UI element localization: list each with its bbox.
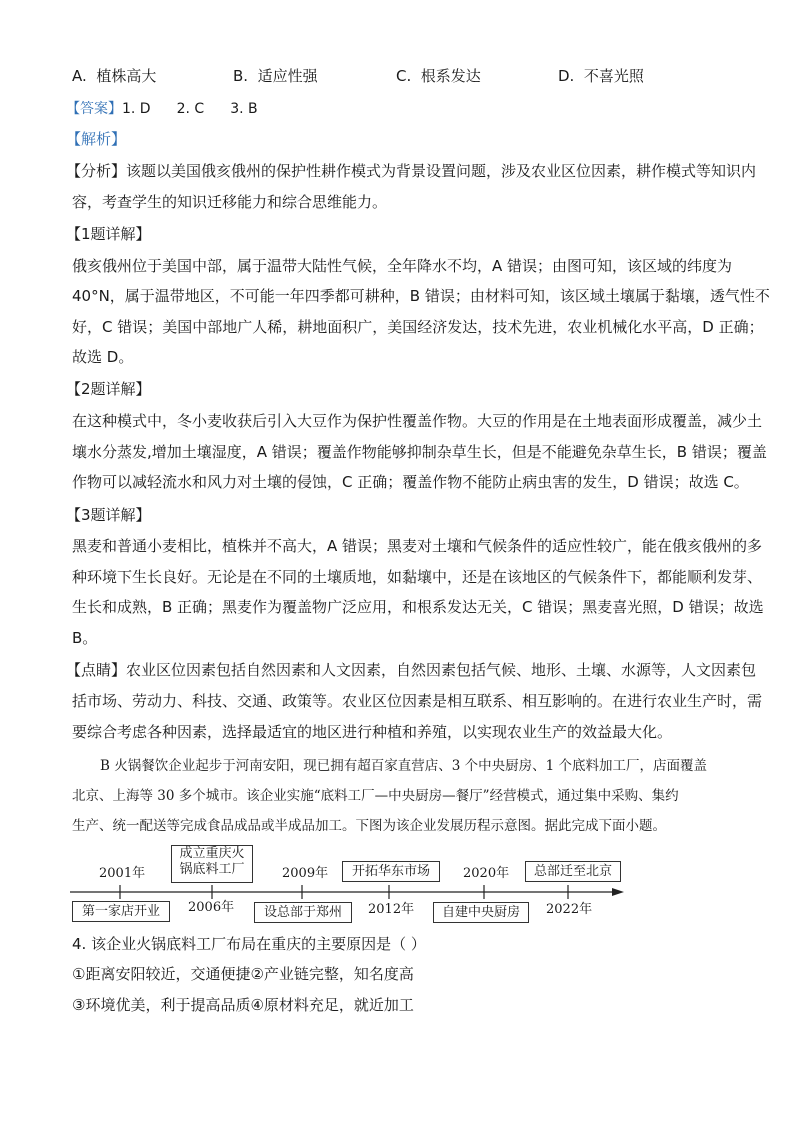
material-line-2: 北京、上海等 30 多个城市。该企业实施“底料工厂—中央厨房—餐厅”经营模式，通过集中采购、集约: [72, 788, 679, 804]
question4-choices-2: ③环境优美，利于提高品质④原材料充足，就近加工: [72, 996, 414, 1014]
dianjing-line-1: 【点睛】农业区位因素包括自然因素和人文因素，自然因素包括气候、地形、土壤、水源等，人文因素包: [66, 661, 757, 679]
dianjing-line-2: 括市场、劳动力、科技、交通、政策等。农业区位因素是相互联系、相互影响的。在进行农业生产时，需: [72, 692, 763, 710]
q3-line-1: 黑麦和普通小麦相比，植株并不高大，A 错误；黑麦对土壤和气候条件的适应性较广，能在俄亥俄州的多: [72, 537, 763, 555]
q2-line-3: 作物可以减轻流水和风力对土壤的侵蚀，C 正确；覆盖作物不能防止病虫害的发生，D 错误；故选 C。: [72, 473, 749, 491]
analysis-tag: 【解析】: [66, 130, 127, 148]
q2-line-2: 壤水分蒸发,增加土壤湿度，A 错误；覆盖作物能够抑制杂草生长，但是不能避免杂草生长，B 错误；覆盖: [72, 443, 767, 461]
q1-line-4: 故选 D。: [72, 348, 134, 366]
material-line-1: B 火锅餐饮企业起步于河南安阳，现已拥有超百家直营店、3 个中央厨房、1 个底料加工厂，店面覆盖: [100, 758, 707, 774]
fenxi-line-1: 【分析】该题以美国俄亥俄州的保护性耕作模式为背景设置问题，涉及农业区位因素，耕作模式等知识内: [66, 162, 757, 180]
q2-line-1: 在这种模式中，冬小麦收获后引入大豆作为保护性覆盖作物。大豆的作用是在土地表面形成覆盖，减少土: [72, 412, 763, 430]
option-d: D. 不喜光照: [558, 67, 644, 85]
option-c: C. 根系发达: [396, 67, 481, 85]
event-central-kitchen: 自建中央厨房: [433, 902, 529, 923]
q3-line-3: 生长和成熟，B 正确；黑麦作为覆盖物广泛应用，和根系发达无关，C 错误；黑麦喜光照，D 错误；故选: [72, 598, 764, 616]
q1-line-1: 俄亥俄州位于美国中部，属于温带大陆性气候，全年降水不均，A 错误；由图可知，该区域的纬度为: [72, 257, 733, 275]
event-first-store: 第一家店开业: [72, 901, 170, 922]
q1-line-3: 好，C 错误；美国中部地广人稀，耕地面积广，美国经济发达，技术先进，农业机械化水平高，D 正确；: [72, 318, 764, 336]
option-b: B. 适应性强: [233, 67, 318, 85]
material-line-3: 生产、统一配送等完成食品成品或半成品加工。下图为该企业发展历程示意图。据此完成下面小题。: [72, 818, 666, 834]
q1-heading: 【1题详解】: [66, 225, 151, 243]
event-east-china: 开拓华东市场: [342, 861, 440, 882]
q1-line-2: 40°N，属于温带地区，不可能一年四季都可耕种，B 错误；由材料可知，该区域土壤属于黏壤，透气性不: [72, 287, 770, 305]
year-2006: 2006年: [188, 900, 235, 915]
question4-choices-1: ①距离安阳较近，交通便捷②产业链完整，知名度高: [72, 965, 414, 983]
year-2020: 2020年: [463, 866, 510, 881]
answer-tag: 【答案】: [66, 101, 122, 117]
q2-heading: 【2题详解】: [66, 380, 151, 398]
timeline-arrow-icon: [612, 888, 624, 896]
dianjing-line-3: 要综合考虑各种因素，选择最适宜的地区进行种植和养殖，以实现农业生产的效益最大化。: [72, 723, 673, 741]
fenxi-line-2: 容，考查学生的知识迁移能力和综合思维能力。: [72, 193, 388, 211]
year-2012: 2012年: [368, 902, 415, 917]
event-hq-zhengzhou: 设总部于郑州: [254, 902, 352, 923]
year-2001: 2001年: [99, 866, 146, 881]
q3-line-2: 种环境下生长良好。无论是在不同的土壤质地，如黏壤中，还是在该地区的气候条件下，都能顺利发芽、: [72, 568, 763, 586]
q3-heading: 【3题详解】: [66, 506, 151, 524]
event-chongqing-factory: 成立重庆火 锅底料工厂: [171, 845, 253, 883]
option-a: A. 植株高大: [72, 67, 157, 85]
answer-line: 【答案】1. D 2. C 3. B: [66, 101, 258, 117]
year-2022: 2022年: [546, 902, 593, 917]
question4-stem: 4. 该企业火锅底料工厂布局在重庆的主要原因是（ ）: [72, 935, 426, 953]
year-2009: 2009年: [282, 866, 329, 881]
event-hq-beijing: 总部迁至北京: [525, 861, 621, 882]
q3-line-4: B。: [72, 629, 98, 647]
